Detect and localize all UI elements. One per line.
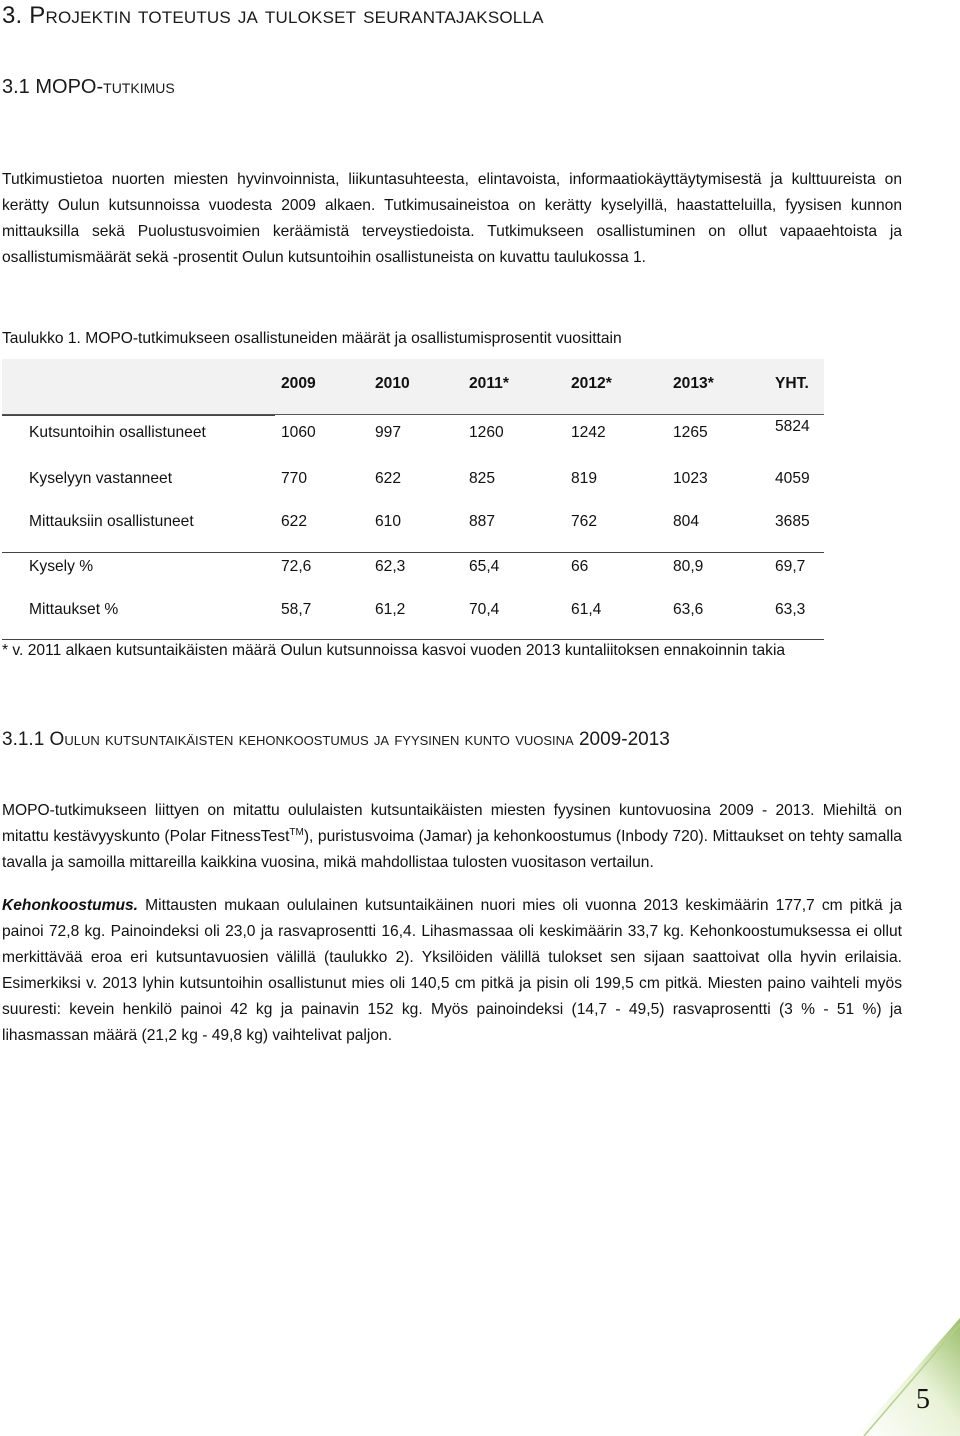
body-composition-paragraph xyxy=(2,893,902,1049)
table-rule xyxy=(2,552,824,553)
section-number: 3.1 MOPO- xyxy=(2,76,104,98)
header-2011: 2011* xyxy=(469,375,509,392)
row-label: Mittaukset % xyxy=(29,601,119,618)
chapter-title-initial: P xyxy=(29,2,46,29)
subsection-heading xyxy=(2,729,670,751)
chapter-heading xyxy=(2,2,544,30)
table-cell: 1265 xyxy=(673,424,708,441)
methods-text-end: ), puristusvoima (Jamar) ja kehonkoostumus (Inbody 720). Mittaukset on tehty samalla tavalla ja samoilla mittareilla kaikkina vuosina, mikä mahdollistaa tulosten vuositason vertailun. xyxy=(2,828,902,871)
table-cell: 887 xyxy=(469,513,496,530)
table-cell: 762 xyxy=(571,513,598,530)
table-rule xyxy=(2,639,824,640)
table-cell: 825 xyxy=(469,470,496,487)
table-cell: 69,7 xyxy=(775,558,806,575)
chapter-title-rest: rojektin toteutus ja tulokset seurantajaksolla xyxy=(45,2,544,29)
table-cell: 63,3 xyxy=(775,601,806,618)
table-cell: 80,9 xyxy=(673,558,704,575)
table-cell: 63,6 xyxy=(673,601,704,618)
row-label: Kyselyyn vastanneet xyxy=(29,470,173,487)
subsection-number: 3.1.1 O xyxy=(2,729,65,750)
table-cell: 5824 xyxy=(775,418,810,435)
table-rule xyxy=(2,415,275,416)
header-total: YHT. xyxy=(775,375,809,392)
header-2009: 2009 xyxy=(281,375,316,392)
table-cell: 4059 xyxy=(775,470,810,487)
table-cell: 622 xyxy=(375,470,402,487)
table-cell: 610 xyxy=(375,513,402,530)
section-title: tutkimus xyxy=(103,76,175,98)
table-cell: 1242 xyxy=(571,424,606,441)
table-footnote: * v. 2011 alkaen kutsuntaikäisten määrä Oulun kutsunnoissa kasvoi vuoden 2013 kuntaliitoksen ennakoinnin takia xyxy=(2,642,786,659)
header-2010: 2010 xyxy=(375,375,410,392)
table-cell: 70,4 xyxy=(469,601,500,618)
chapter-number: 3. xyxy=(2,2,30,29)
table-cell: 622 xyxy=(281,513,308,530)
methods-paragraph xyxy=(2,798,902,876)
table-cell: 997 xyxy=(375,424,402,441)
paragraph-lead: Kehonkoostumus. xyxy=(2,897,139,914)
table-caption: Taulukko 1. MOPO-tutkimukseen osallistuneiden määrät ja osallistumisprosentit vuosittain xyxy=(2,330,622,347)
section-heading xyxy=(2,76,175,99)
subsection-years: 2009-2013 xyxy=(573,729,670,750)
table-cell: 65,4 xyxy=(469,558,500,575)
intro-paragraph: Tutkimustietoa nuorten miesten hyvinvoinnista, liikuntasuhteesta, elintavoista, informaatiokäyttäytymisestä ja kulttuureista on kerätty Oulun kutsunnoissa vuodesta 2009 alkaen. Tutkimusaineistoa on kerätty kyselyillä, haastatteluilla, fyysisen kunnon mittauksilla sekä Puolustusvoimien keräämistä terveystiedoista. Tutkimukseen osallistuminen on ollut vapaaehtoista ja osallistumismäärät sekä -prosentit Oulun kutsuntoihin osallistuneista on kuvattu taulukossa 1. xyxy=(2,171,902,266)
body-composition-text: Mittausten mukaan oululainen kutsuntaikäinen nuori mies oli vuonna 2013 keskimäärin 177,7 cm pitkä ja painoi 72,8 kg. Painoindeksi oli 23,0 ja rasvaprosentti 16,4. Lihasmassaa oli keskimäärin 33,7 kg. Kehonkoostumuksessa ei ollut merkittävää eroa eri kutsuntavuosien välillä (taulukko 2). Yksilöiden välillä tulokset sen sijaan saattoivat olla hyvin erilaisia. Esimerkiksi v. 2013 lyhin kutsuntoihin osallistunut mies oli 140,5 cm pitkä ja pisin oli 199,5 cm pitkä. Miesten paino vaihteli myös suuresti: kevein henkilö painoi 42 kg ja painavin 152 kg. Myös painoindeksi (14,7 - 49,5) rasvaprosentti (3 % - 51 %) ja lihasmassan määrä (21,2 kg - 49,8 kg) vaihtelivat paljon. xyxy=(2,897,902,1044)
header-2013: 2013* xyxy=(673,375,714,392)
table-cell: 62,3 xyxy=(375,558,406,575)
table-cell: 72,6 xyxy=(281,558,312,575)
page-number: 5 xyxy=(916,1384,930,1415)
row-label: Kutsuntoihin osallistuneet xyxy=(29,424,206,441)
table-cell: 61,4 xyxy=(571,601,602,618)
methods-text-start: MOPO-tutkimukseen liittyen on mitattu oululaisten kutsuntaikäisten miesten fyysinen kuntovuosina 2009 - 2013. Miehiltä on mitattu kestävyyskunto (Polar FitnessTest xyxy=(2,802,902,845)
page-corner-decoration xyxy=(856,1318,960,1436)
table-cell: 1060 xyxy=(281,424,316,441)
trademark-superscript: TM xyxy=(289,826,304,838)
table-cell: 3685 xyxy=(775,513,810,530)
row-label: Kysely % xyxy=(29,558,94,575)
table-cell: 61,2 xyxy=(375,601,406,618)
table-cell: 1260 xyxy=(469,424,504,441)
header-2012: 2012* xyxy=(571,375,612,392)
subsection-title: ulun kutsuntaikäisten kehonkoostumus ja fyysinen kunto vuosina xyxy=(64,729,574,750)
row-label: Mittauksiin osallistuneet xyxy=(29,513,194,530)
table-cell: 770 xyxy=(281,470,308,487)
table-cell: 66 xyxy=(571,558,589,575)
table-cell: 1023 xyxy=(673,470,708,487)
table-cell: 804 xyxy=(673,513,700,530)
table-cell: 58,7 xyxy=(281,601,312,618)
table-cell: 819 xyxy=(571,470,598,487)
